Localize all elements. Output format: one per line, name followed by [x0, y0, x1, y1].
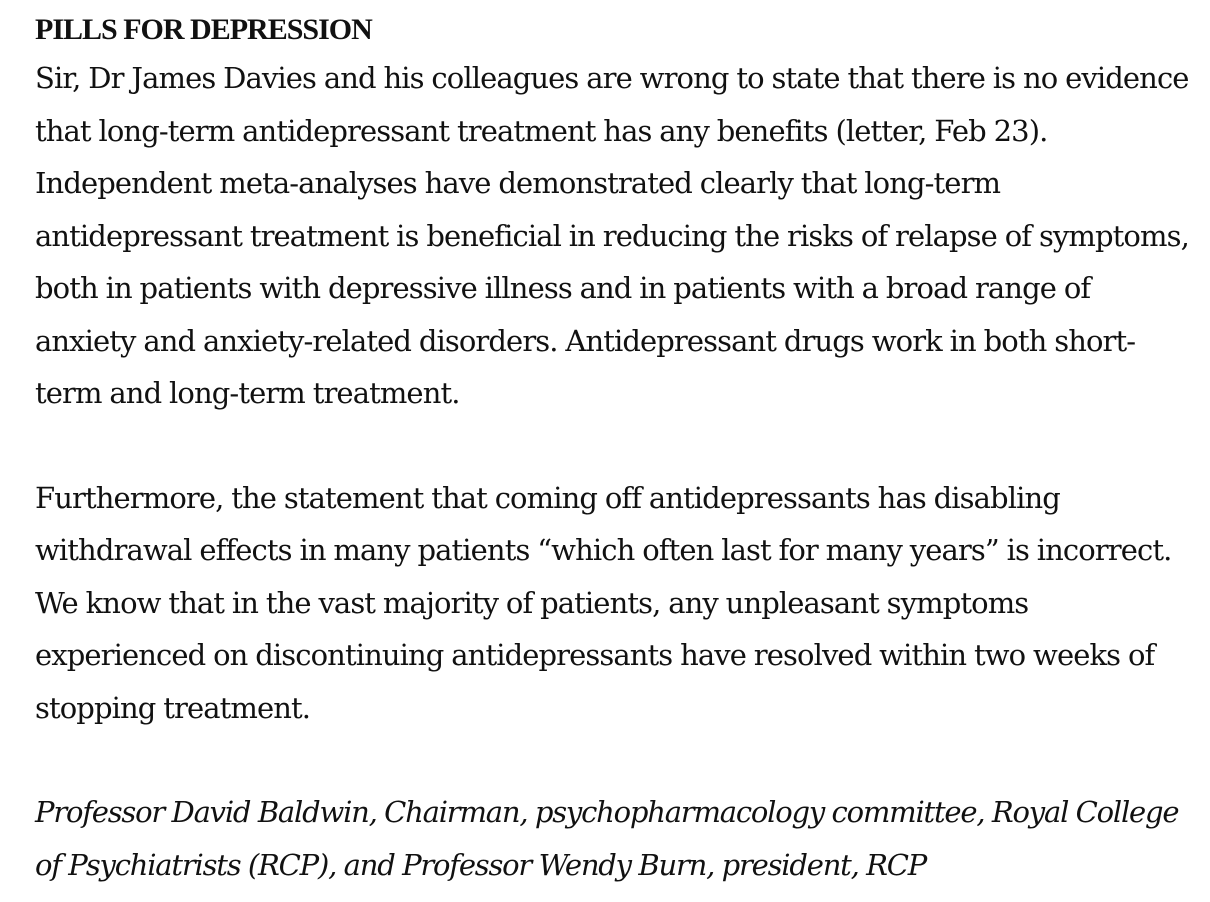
letter-paragraph-1: Sir, Dr James Davies and his colleagues are wrong to state that there is no evidence that long-term antidepressant treatment has any benefits (letter, Feb 23). Independent meta-analyses have demonstrated clearly that long-term antidepressant treatment is beneficial in reducing the risks of relapse of symptoms, both in patients with depressive illness and in patients with a broad range of anxiety and anxiety-related disorders. Antidepressant drugs work in both short-term and long-term treatment.: [35, 61, 1189, 410]
letter-paragraph-2: Furthermore, the statement that coming off antidepressants has disabling withdrawal effects in many patients “which often last for many years” is incorrect. We know that in the vast majority of patients, any unpleasant symptoms experienced on discontinuing antidepressants have resolved within two weeks of stopping treatment.: [35, 480, 1172, 725]
letter-headline: PILLS FOR DEPRESSION: [35, 13, 372, 46]
letter-signature: Professor David Baldwin, Chairman, psychopharmacology committee, Royal College of Psychiatrists (RCP), and Professor Wendy Burn, president, RCP: [35, 795, 1179, 882]
letter-article: [35, 8, 1195, 891]
